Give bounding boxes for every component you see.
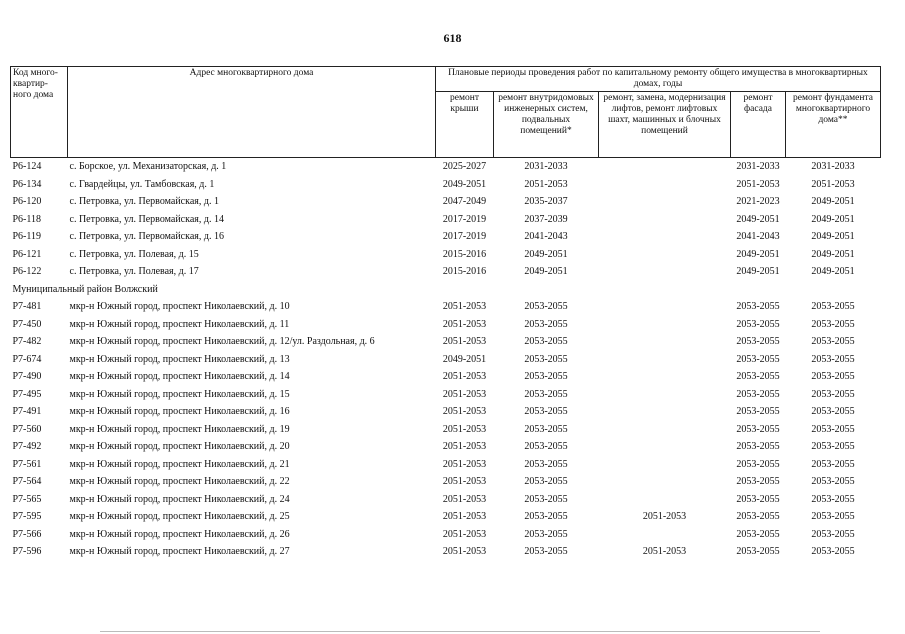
cell-address: мкр-н Южный город, проспект Николаевский, д. 15 xyxy=(69,388,290,400)
cell-address: мкр-н Южный город, проспект Николаевский, д. 27 xyxy=(69,546,290,557)
cell-elevators xyxy=(599,211,731,229)
cell-roof: 2051-2053 xyxy=(442,458,487,470)
cell-code: Р7-565 xyxy=(12,493,42,505)
cell-roof: 2025-2027 xyxy=(442,161,487,172)
cell-facade: 2053-2055 xyxy=(736,458,780,470)
cell-code: Р7-596 xyxy=(12,546,42,557)
table-row xyxy=(11,176,881,194)
cell-engineering: 2053-2055 xyxy=(524,546,568,557)
cell-engineering: 2053-2055 xyxy=(524,493,568,505)
table-row xyxy=(11,211,881,229)
cell-code: Р7-495 xyxy=(12,388,42,400)
cell-foundation: 2053-2055 xyxy=(811,301,855,312)
cell-facade: 2049-2051 xyxy=(736,213,780,225)
cell-roof: 2051-2053 xyxy=(442,388,487,400)
cell-engineering: 2053-2055 xyxy=(524,528,568,540)
header-elevators: ремонт, замена, модернизация лифтов, ремонт лифтовых шахт, машинных и блочных помещений xyxy=(599,92,731,158)
cell-engineering: 2035-2037 xyxy=(524,196,568,207)
cell-foundation: 2053-2055 xyxy=(811,458,855,470)
cell-roof: 2015-2016 xyxy=(442,248,487,260)
cell-roof: 2051-2053 xyxy=(442,318,487,330)
cell-facade: 2053-2055 xyxy=(736,406,780,417)
cell-elevators xyxy=(599,421,731,439)
cell-foundation: 2051-2053 xyxy=(811,178,855,190)
cell-address: с. Петровка, ул. Первомайская, д. 16 xyxy=(69,231,224,242)
cell-roof: 2051-2053 xyxy=(442,476,487,487)
cell-address: мкр-н Южный город, проспект Николаевский, д. 12/ул. Раздольная, д. 6 xyxy=(69,336,375,347)
cell-facade: 2053-2055 xyxy=(736,441,780,452)
cell-facade: 2053-2055 xyxy=(736,476,780,487)
cell-elevators xyxy=(599,158,731,176)
cell-roof: 2051-2053 xyxy=(442,371,487,382)
cell-foundation: 2053-2055 xyxy=(811,546,855,557)
cell-address: мкр-н Южный город, проспект Николаевский, д. 20 xyxy=(69,441,290,452)
cell-engineering: 2049-2051 xyxy=(524,248,568,260)
table-row xyxy=(11,491,881,509)
cell-elevators xyxy=(599,246,731,264)
page-number: 618 xyxy=(443,31,462,45)
cell-roof: 2051-2053 xyxy=(442,423,487,435)
cell-code: Р7-561 xyxy=(12,458,42,470)
cell-facade: 2053-2055 xyxy=(736,423,780,435)
cell-address: мкр-н Южный город, проспект Николаевский, д. 19 xyxy=(69,423,290,435)
cell-engineering: 2053-2055 xyxy=(524,441,568,452)
cell-code: Р7-560 xyxy=(12,423,42,435)
cell-code: Р7-482 xyxy=(12,336,42,347)
cell-facade: 2031-2033 xyxy=(736,161,780,172)
cell-code: Р7-595 xyxy=(12,511,42,522)
header-address: Адрес многоквартирного дома xyxy=(68,67,436,158)
cell-address: мкр-н Южный город, проспект Николаевский, д. 16 xyxy=(69,406,290,417)
cell-roof: 2051-2053 xyxy=(442,528,487,540)
table-body xyxy=(11,158,881,561)
cell-foundation: 2049-2051 xyxy=(811,231,855,242)
header-code: Код много-квартир-ного дома xyxy=(11,67,68,158)
cell-elevators xyxy=(599,316,731,334)
cell-address: мкр-н Южный город, проспект Николаевский, д. 10 xyxy=(69,301,290,312)
cell-engineering: 2053-2055 xyxy=(524,336,568,347)
cell-code: Р6-122 xyxy=(12,266,42,277)
cell-address: с. Петровка, ул. Полевая, д. 17 xyxy=(69,266,199,277)
cell-code: Р7-566 xyxy=(12,528,42,540)
cell-facade: 2053-2055 xyxy=(736,388,780,400)
cell-engineering: 2049-2051 xyxy=(524,266,568,277)
cell-foundation: 2049-2051 xyxy=(811,266,855,277)
cell-facade: 2021-2023 xyxy=(736,196,780,207)
cell-foundation: 2031-2033 xyxy=(811,161,855,172)
cell-foundation: 2053-2055 xyxy=(811,318,855,330)
cell-elevators xyxy=(599,438,731,456)
cell-code: Р6-119 xyxy=(12,231,42,242)
cell-facade: 2053-2055 xyxy=(736,546,780,557)
table-row xyxy=(11,351,881,369)
cell-address: мкр-н Южный город, проспект Николаевский, д. 13 xyxy=(69,353,290,365)
cell-foundation: 2053-2055 xyxy=(811,353,855,365)
cell-engineering: 2053-2055 xyxy=(524,423,568,435)
table-row xyxy=(11,368,881,386)
cell-roof: 2017-2019 xyxy=(442,213,487,225)
table-row xyxy=(11,543,881,561)
cell-code: Р6-120 xyxy=(12,196,42,207)
cell-address: мкр-н Южный город, проспект Николаевский, д. 14 xyxy=(69,371,290,382)
cell-address: с. Петровка, ул. Первомайская, д. 14 xyxy=(69,213,224,225)
cell-code: Р6-134 xyxy=(12,178,42,190)
table-row xyxy=(11,508,881,526)
table-row xyxy=(11,526,881,544)
cell-facade: 2051-2053 xyxy=(736,178,780,190)
table-row xyxy=(11,246,881,264)
cell-address: с. Гвардейцы, ул. Тамбовская, д. 1 xyxy=(69,178,215,190)
cell-code: Р7-491 xyxy=(12,406,42,417)
cell-foundation: 2053-2055 xyxy=(811,476,855,487)
cell-facade: 2053-2055 xyxy=(736,511,780,522)
table-row xyxy=(11,473,881,491)
cell-facade: 2049-2051 xyxy=(736,266,780,277)
header-facade: ремонт фасада xyxy=(731,92,786,158)
table-row xyxy=(11,333,881,351)
cell-elevators xyxy=(599,526,731,544)
cell-roof: 2015-2016 xyxy=(442,266,487,277)
header-engineering: ремонт внутридомовых инженерных систем, подвальных помещений* xyxy=(494,92,599,158)
table-row xyxy=(11,456,881,474)
cell-facade: 2053-2055 xyxy=(736,318,780,330)
cell-address: мкр-н Южный город, проспект Николаевский, д. 21 xyxy=(69,458,290,470)
cell-address: мкр-н Южный город, проспект Николаевский, д. 22 xyxy=(69,476,290,487)
cell-engineering: 2053-2055 xyxy=(524,406,568,417)
cell-roof: 2051-2053 xyxy=(442,546,487,557)
cell-elevators xyxy=(599,351,731,369)
header-foundation: ремонт фундамента многоквартирного дома** xyxy=(786,92,881,158)
cell-facade: 2049-2051 xyxy=(736,248,780,260)
cell-address: с. Петровка, ул. Первомайская, д. 1 xyxy=(69,196,219,207)
cell-roof: 2017-2019 xyxy=(442,231,487,242)
cell-elevators xyxy=(599,193,731,211)
cell-code: Р7-564 xyxy=(12,476,42,487)
table-row xyxy=(11,228,881,246)
table-row xyxy=(11,403,881,421)
cell-address: с. Петровка, ул. Полевая, д. 15 xyxy=(69,248,199,260)
cell-code: Р6-121 xyxy=(12,248,42,260)
table-row xyxy=(11,158,881,176)
cell-facade: 2053-2055 xyxy=(736,493,780,505)
table-row xyxy=(11,386,881,404)
table-row xyxy=(11,421,881,439)
cell-roof: 2049-2051 xyxy=(442,353,487,365)
section-title: Муниципальный район Волжский xyxy=(12,283,158,295)
cell-facade: 2041-2043 xyxy=(736,231,780,242)
cell-address: мкр-н Южный город, проспект Николаевский, д. 26 xyxy=(69,528,290,540)
cell-elevators: 2051-2053 xyxy=(642,511,687,522)
cell-elevators xyxy=(599,333,731,351)
cell-foundation: 2053-2055 xyxy=(811,406,855,417)
cell-code: Р6-118 xyxy=(12,213,42,225)
cell-code: Р6-124 xyxy=(12,161,42,172)
cell-code: Р7-492 xyxy=(12,441,42,452)
cell-foundation: 2053-2055 xyxy=(811,336,855,347)
table-row xyxy=(11,316,881,334)
cell-elevators xyxy=(599,403,731,421)
cell-elevators xyxy=(599,263,731,281)
cell-engineering: 2053-2055 xyxy=(524,371,568,382)
cell-address: мкр-н Южный город, проспект Николаевский, д. 24 xyxy=(69,493,290,505)
repair-schedule-table xyxy=(10,66,881,561)
cell-engineering: 2037-2039 xyxy=(524,213,568,225)
cell-engineering: 2053-2055 xyxy=(524,511,568,522)
scan-edge-line xyxy=(100,631,820,632)
cell-elevators xyxy=(599,228,731,246)
cell-roof: 2051-2053 xyxy=(442,493,487,505)
cell-code: Р7-450 xyxy=(12,318,42,330)
cell-roof: 2051-2053 xyxy=(442,441,487,452)
cell-address: мкр-н Южный город, проспект Николаевский, д. 11 xyxy=(69,318,290,330)
cell-foundation: 2049-2051 xyxy=(811,213,855,225)
section-row xyxy=(11,281,881,299)
cell-engineering: 2053-2055 xyxy=(524,318,568,330)
cell-code: Р7-490 xyxy=(12,371,42,382)
cell-engineering: 2053-2055 xyxy=(524,301,568,312)
header-periods: Плановые периоды проведения работ по капитальному ремонту общего имущества в многоквартирных домах, годы xyxy=(436,67,881,92)
cell-foundation: 2053-2055 xyxy=(811,493,855,505)
table-row xyxy=(11,298,881,316)
cell-facade: 2053-2055 xyxy=(736,301,780,312)
cell-address: мкр-н Южный город, проспект Николаевский, д. 25 xyxy=(69,511,290,522)
cell-foundation: 2053-2055 xyxy=(811,441,855,452)
cell-facade: 2053-2055 xyxy=(736,353,780,365)
cell-foundation: 2053-2055 xyxy=(811,371,855,382)
cell-code: Р7-481 xyxy=(12,301,42,312)
cell-engineering: 2041-2043 xyxy=(524,231,568,242)
cell-roof: 2051-2053 xyxy=(442,301,487,312)
cell-code: Р7-674 xyxy=(12,353,42,365)
table-row xyxy=(11,263,881,281)
cell-elevators xyxy=(599,491,731,509)
cell-elevators xyxy=(599,368,731,386)
cell-engineering: 2053-2055 xyxy=(524,458,568,470)
table-row xyxy=(11,193,881,211)
cell-facade: 2053-2055 xyxy=(736,371,780,382)
cell-engineering: 2051-2053 xyxy=(524,178,568,190)
cell-elevators xyxy=(599,386,731,404)
cell-engineering: 2053-2055 xyxy=(524,476,568,487)
cell-elevators xyxy=(599,176,731,194)
cell-address: с. Борское, ул. Механизаторская, д. 1 xyxy=(69,161,227,172)
cell-roof: 2051-2053 xyxy=(442,511,487,522)
cell-foundation: 2053-2055 xyxy=(811,388,855,400)
header-roof: ремонт крыши xyxy=(436,92,494,158)
cell-elevators: 2051-2053 xyxy=(642,546,687,557)
cell-engineering: 2031-2033 xyxy=(524,161,568,172)
cell-elevators xyxy=(599,298,731,316)
cell-roof: 2049-2051 xyxy=(442,178,487,190)
cell-elevators xyxy=(599,473,731,491)
table-row xyxy=(11,438,881,456)
cell-facade: 2053-2055 xyxy=(736,336,780,347)
cell-foundation: 2053-2055 xyxy=(811,423,855,435)
cell-facade: 2053-2055 xyxy=(736,528,780,540)
cell-engineering: 2053-2055 xyxy=(524,388,568,400)
cell-foundation: 2053-2055 xyxy=(811,528,855,540)
cell-roof: 2051-2053 xyxy=(442,406,487,417)
cell-foundation: 2049-2051 xyxy=(811,248,855,260)
cell-roof: 2047-2049 xyxy=(442,196,487,207)
cell-foundation: 2049-2051 xyxy=(811,196,855,207)
cell-engineering: 2053-2055 xyxy=(524,353,568,365)
cell-elevators xyxy=(599,456,731,474)
cell-foundation: 2053-2055 xyxy=(811,511,855,522)
cell-roof: 2051-2053 xyxy=(442,336,487,347)
